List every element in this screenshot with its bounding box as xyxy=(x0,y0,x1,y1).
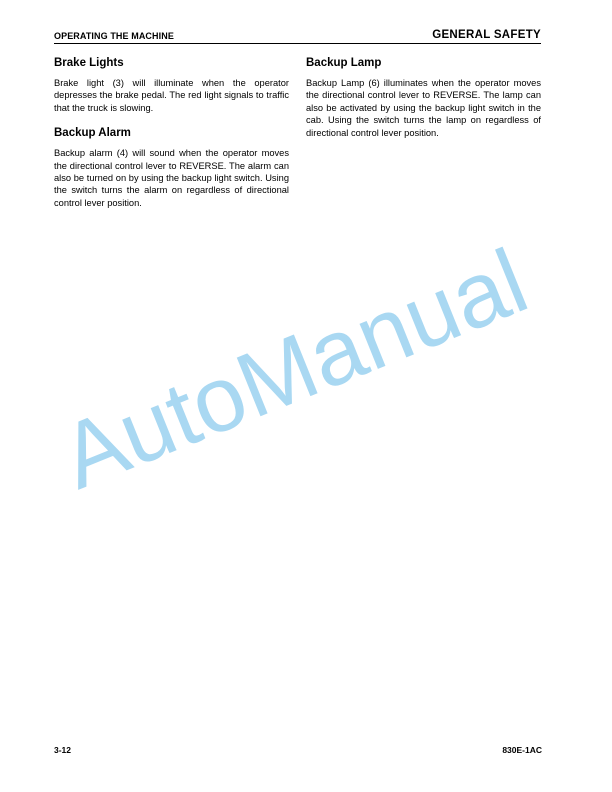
running-header-chapter: GENERAL SAFETY xyxy=(432,29,541,41)
section-body: Brake light (3) will illuminate when the operator depresses the brake pedal. The red light signals to traffic that the truck is slowing. xyxy=(54,78,289,113)
watermark-graphic xyxy=(47,230,570,512)
section-backup-lamp xyxy=(306,56,541,139)
section-heading: Brake Lights xyxy=(54,57,124,69)
section-body: Backup alarm (4) will sound when the operator moves the directional control lever to REVERSE. The alarm can also be turned on by using the backup light switch. Using the switch turns the alarm on regardless of directional control lever position. xyxy=(54,148,289,208)
section-body: Backup Lamp (6) illuminates when the operator moves the directional control lever to REVERSE. The lamp can also be activated by using the backup light switch in the cab. Using the switch turns the lamp on regardless of directional control lever position. xyxy=(306,78,541,138)
left-column xyxy=(54,56,289,209)
section-brake-lights xyxy=(54,56,289,114)
right-column xyxy=(306,56,541,139)
header-rule xyxy=(54,43,541,44)
page-number: 3-12 xyxy=(54,745,72,755)
running-header-section: OPERATING THE MACHINE xyxy=(54,31,174,41)
section-backup-alarm xyxy=(54,126,289,209)
watermark xyxy=(47,230,570,512)
section-heading: Backup Alarm xyxy=(54,127,131,140)
section-heading: Backup Lamp xyxy=(306,57,382,69)
watermark-text: AutoManual xyxy=(47,230,541,509)
document-code: 830E-1AC xyxy=(502,745,542,755)
